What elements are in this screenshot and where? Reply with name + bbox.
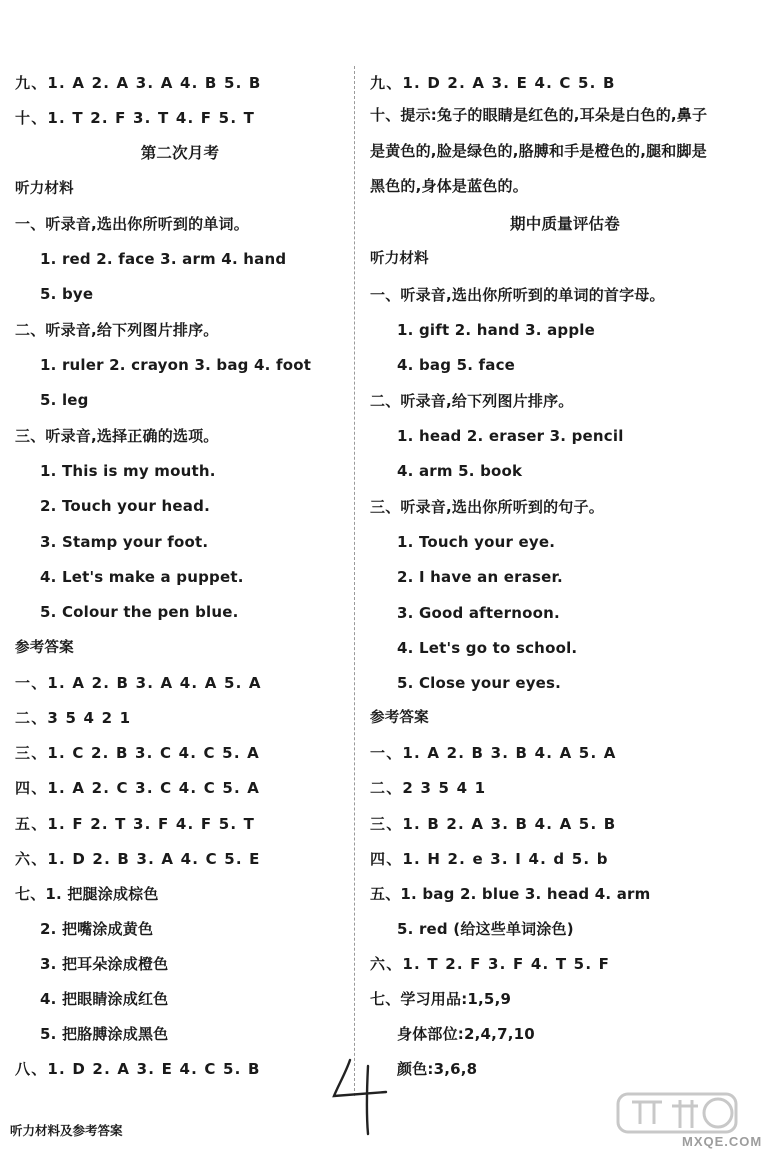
subheading: 参考答案 bbox=[15, 640, 74, 656]
hint-paragraph: 十、提示:兔子的眼睛是红色的,耳朵是白色的,鼻子是黄色的,脸是绿色的,胳膊和手是橙色的,腿和脚是黑色的,身体是蓝色的。 bbox=[370, 106, 708, 195]
list-item: 1. Touch your eye. bbox=[397, 533, 556, 551]
answer-line: 七、1. 把腿涂成棕色 bbox=[15, 885, 159, 903]
answer-line: 八、1. D 2. A 3. E 4. C 5. B bbox=[15, 1060, 261, 1078]
answer-line: 五、1. F 2. T 3. F 4. F 5. T bbox=[15, 815, 256, 833]
column-divider bbox=[354, 66, 355, 1096]
list-item: 5. bye bbox=[40, 285, 94, 303]
answer-line: 一、1. A 2. B 3. A 4. A 5. A bbox=[15, 674, 262, 692]
list-item: 5. 把胳膊涂成黑色 bbox=[40, 1025, 169, 1043]
answer-line: 三、1. C 2. B 3. C 4. C 5. A bbox=[15, 744, 260, 762]
answer-line: 一、1. A 2. B 3. B 4. A 5. A bbox=[370, 744, 617, 762]
list-item: 3. 把耳朵涂成橙色 bbox=[40, 955, 169, 973]
list-item: 5. Colour the pen blue. bbox=[40, 603, 239, 621]
subheading: 参考答案 bbox=[370, 710, 429, 726]
list-item: 4. arm 5. book bbox=[397, 462, 523, 480]
watermark-text: MXQE.COM bbox=[682, 1134, 762, 1149]
list-item: 5. red (给这些单词涂色) bbox=[397, 920, 574, 938]
list-item: 3. Stamp your foot. bbox=[40, 533, 209, 551]
answer-line: 二、3 5 4 2 1 bbox=[15, 709, 132, 727]
list-item: 5. Close your eyes. bbox=[397, 674, 562, 692]
answer-line: 六、1. T 2. F 3. F 4. T 5. F bbox=[370, 955, 611, 973]
question-heading: 一、听录音,选出你所听到的单词的首字母。 bbox=[370, 286, 665, 304]
answer-line: 七、学习用品:1,5,9 bbox=[370, 990, 512, 1008]
list-item: 1. ruler 2. crayon 3. bag 4. foot bbox=[40, 356, 312, 374]
list-item: 4. Let's go to school. bbox=[397, 639, 578, 657]
answer-line: 四、1. H 2. e 3. I 4. d 5. b bbox=[370, 850, 609, 868]
list-item: 身体部位:2,4,7,10 bbox=[397, 1025, 535, 1043]
answer-line: 二、2 3 5 4 1 bbox=[370, 779, 487, 797]
answer-line: 五、1. bag 2. blue 3. head 4. arm bbox=[370, 885, 651, 903]
list-item: 2. 把嘴涂成黄色 bbox=[40, 920, 154, 938]
footer-label: 听力材料及参考答案 bbox=[10, 1123, 123, 1138]
question-heading: 三、听录音,选择正确的选项。 bbox=[15, 427, 219, 445]
question-heading: 三、听录音,选出你所听到的句子。 bbox=[370, 498, 604, 516]
question-heading: 一、听录音,选出你所听到的单词。 bbox=[15, 215, 249, 233]
list-item: 1. gift 2. hand 3. apple bbox=[397, 321, 596, 339]
question-heading: 二、听录音,给下列图片排序。 bbox=[15, 321, 219, 339]
answer-line: 十、1. T 2. F 3. T 4. F 5. T bbox=[15, 109, 256, 127]
list-item: 3. Good afternoon. bbox=[397, 604, 560, 622]
list-item: 4. Let's make a puppet. bbox=[40, 568, 244, 586]
answer-line: 九、1. D 2. A 3. E 4. C 5. B bbox=[370, 74, 616, 92]
section-title: 期中质量评估卷 bbox=[510, 215, 620, 233]
section-title: 第二次月考 bbox=[140, 144, 220, 162]
list-item: 1. This is my mouth. bbox=[40, 462, 216, 480]
answer-line: 九、1. A 2. A 3. A 4. B 5. B bbox=[15, 74, 262, 92]
list-item: 1. head 2. eraser 3. pencil bbox=[397, 427, 624, 445]
subheading: 听力材料 bbox=[370, 251, 429, 267]
answer-line: 三、1. B 2. A 3. B 4. A 5. B bbox=[370, 815, 617, 833]
list-item: 2. I have an eraser. bbox=[397, 568, 563, 586]
list-item: 4. 把眼睛涂成红色 bbox=[40, 990, 169, 1008]
list-item: 4. bag 5. face bbox=[397, 356, 516, 374]
answer-line: 四、1. A 2. C 3. C 4. C 5. A bbox=[15, 779, 261, 797]
list-item: 5. leg bbox=[40, 391, 89, 409]
subheading: 听力材料 bbox=[15, 181, 74, 197]
list-item: 2. Touch your head. bbox=[40, 497, 210, 515]
page-number-handwritten bbox=[328, 1056, 398, 1140]
list-item: 颜色:3,6,8 bbox=[397, 1060, 478, 1078]
question-heading: 二、听录音,给下列图片排序。 bbox=[370, 392, 574, 410]
answer-line: 六、1. D 2. B 3. A 4. C 5. E bbox=[15, 850, 261, 868]
list-item: 1. red 2. face 3. arm 4. hand bbox=[40, 250, 287, 268]
